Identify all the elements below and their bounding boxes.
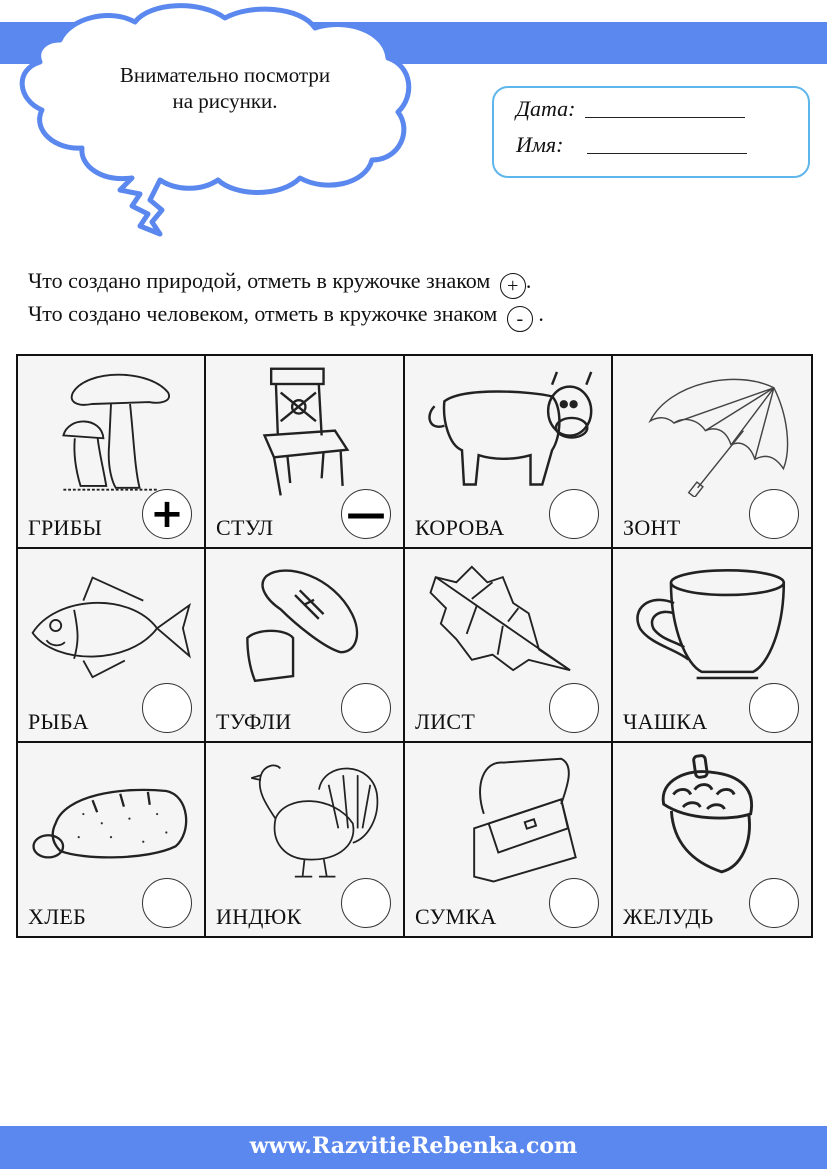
grid-cell-cow — [405, 356, 613, 549]
answer-circle[interactable] — [749, 683, 799, 733]
speech-cloud — [0, 0, 420, 240]
answer-circle[interactable] — [749, 878, 799, 928]
cell-label: ИНДЮК — [216, 903, 302, 929]
date-name-box — [492, 86, 810, 178]
cell-label: ЛИСТ — [415, 708, 476, 734]
instruction-human — [28, 299, 544, 332]
grid-cell-umbrella — [613, 356, 811, 549]
grid-cell-cup — [613, 549, 811, 742]
answer-circle[interactable] — [142, 878, 192, 928]
grid-cell-turkey — [206, 743, 405, 936]
answer-circle[interactable] — [549, 489, 599, 539]
date-row — [516, 96, 745, 122]
name-row — [516, 132, 747, 158]
cell-label: СТУЛ — [216, 515, 274, 541]
answer-circle[interactable] — [749, 489, 799, 539]
answer-circle[interactable] — [549, 683, 599, 733]
period: . — [525, 268, 532, 293]
grid-cell-bread — [18, 743, 206, 936]
answer-circle[interactable]: — — [341, 489, 391, 539]
answer-circle[interactable] — [341, 878, 391, 928]
instruction-nature — [28, 266, 544, 299]
grid-cell-shoes — [206, 549, 405, 742]
mushroom-icon — [28, 364, 194, 497]
answer-circle[interactable] — [341, 683, 391, 733]
answer-circle[interactable]: + — [142, 489, 192, 539]
grid-cell-bag — [405, 743, 613, 936]
cell-label: СУМКА — [415, 903, 497, 929]
date-blank-line[interactable] — [585, 117, 745, 118]
bread-icon — [28, 751, 194, 886]
name-blank-line[interactable] — [587, 153, 747, 154]
footer-site-link[interactable]: www.RazvitieRebenka.com — [249, 1133, 578, 1159]
cell-label: ТУФЛИ — [216, 708, 292, 734]
answer-circle[interactable] — [549, 878, 599, 928]
acorn-icon — [623, 751, 801, 886]
period: . — [538, 301, 544, 326]
cloud-instruction — [60, 62, 390, 114]
cell-label: ЧАШКА — [623, 708, 708, 734]
grid-cell-leaf — [405, 549, 613, 742]
bag-icon — [415, 751, 601, 886]
instruction-nature-text: Что создано природой, отметь в кружочке знаком — [28, 268, 491, 293]
turkey-icon — [216, 751, 393, 886]
umbrella-icon — [623, 364, 801, 497]
fish-icon — [28, 557, 194, 690]
cell-label: ЖЕЛУДЬ — [623, 903, 714, 929]
cell-label: ГРИБЫ — [28, 515, 103, 541]
date-label: Дата: — [516, 96, 576, 121]
chair-icon — [216, 364, 393, 497]
grid-cell-fish — [18, 549, 206, 742]
footer-bar — [0, 1126, 827, 1169]
leaf-icon — [415, 557, 601, 690]
cell-label: КОРОВА — [415, 515, 505, 541]
instruction-human-text: Что создано человеком, отметь в кружочке знаком — [28, 301, 498, 326]
cup-icon — [623, 557, 801, 690]
shoes-icon — [216, 557, 393, 690]
minus-circle-icon: - — [507, 306, 533, 332]
cloud-text-line-1: Внимательно посмотри — [119, 63, 331, 87]
answer-circle[interactable] — [142, 683, 192, 733]
cow-icon — [415, 364, 601, 497]
cloud-shape-icon — [0, 0, 420, 240]
cloud-text-line-2: на рисунки. — [172, 89, 278, 113]
plus-circle-icon: + — [500, 273, 526, 299]
cell-label: ХЛЕБ — [28, 903, 87, 929]
cell-label: РЫБА — [28, 708, 89, 734]
grid-cell-acorn — [613, 743, 811, 936]
picture-grid — [16, 354, 813, 938]
task-instructions — [28, 266, 544, 332]
cell-label: ЗОНТ — [623, 515, 681, 541]
grid-cell-chair — [206, 356, 405, 549]
grid-cell-mushrooms — [18, 356, 206, 549]
name-label: Имя: — [516, 132, 564, 157]
